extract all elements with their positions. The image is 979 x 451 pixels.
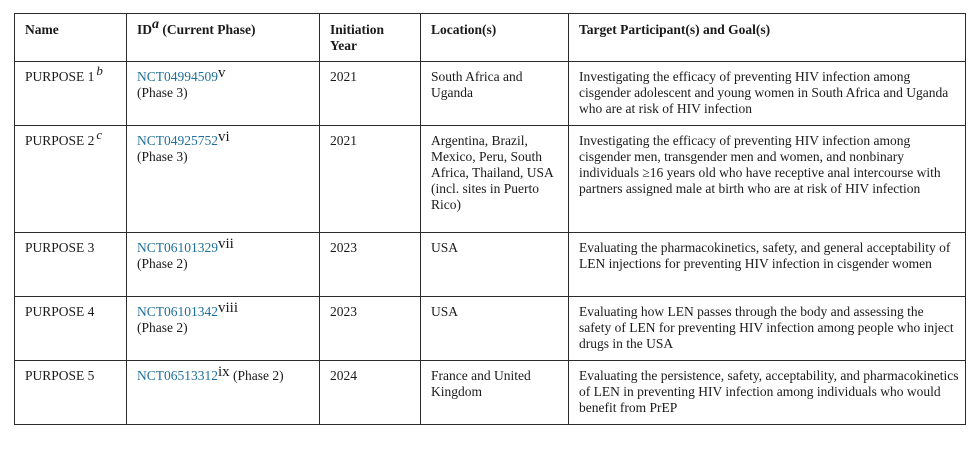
header-year-line2: Year [330,38,357,53]
reference-marker: vi [218,129,230,145]
trial-goal: Investigating the efficacy of preventing HIV infection among cisgender adolescent and young women in South Africa and Uganda who are at risk of HIV infection [579,69,949,116]
cell-id [127,62,320,126]
trial-location: South Africa and Uganda [431,69,523,100]
trial-name-footnote: c [96,127,103,142]
trial-name: PURPOSE 2 [25,133,95,148]
cell-name [15,361,127,425]
header-id [127,14,320,62]
cell-id [127,361,320,425]
table-header-row [15,14,966,62]
trial-phase: (Phase 3) [137,149,188,164]
initiation-year: 2023 [330,240,357,255]
cell-id [127,297,320,361]
trial-location: France and United Kingdom [431,368,531,399]
table-row [15,62,966,126]
nct-link[interactable]: NCT06101329 [137,240,218,255]
cell-name [15,297,127,361]
trial-goal: Investigating the efficacy of preventing HIV infection among cisgender men, transgender men and women, and nonbinary individuals ≥16 years old who have receptive anal intercourse with partners assigned male at birth who are at risk of HIV infection [579,133,941,196]
table-row [15,361,966,425]
header-target-label: Target Participant(s) and Goal(s) [579,22,771,37]
header-id-footnote: a [152,17,160,32]
reference-marker: viii [218,300,239,316]
cell-year [320,62,421,126]
trial-phase: (Phase 3) [137,85,188,100]
cell-goal [569,126,966,233]
cell-goal [569,62,966,126]
trial-phase: (Phase 2) [137,320,188,335]
cell-year [320,361,421,425]
trial-phase: (Phase 2) [233,368,284,383]
header-id-label: ID [137,22,153,37]
cell-location [421,62,569,126]
trial-location: Argentina, Brazil, Mexico, Peru, South Africa, Thailand, USA (incl. sites in Puerto Rico) [431,133,553,212]
trial-name-footnote: b [96,63,103,78]
header-id-phase-label: (Current Phase) [159,22,256,37]
table-row [15,233,966,297]
header-year [320,14,421,62]
nct-link[interactable]: NCT04994509 [137,69,218,84]
cell-location [421,126,569,233]
nct-link[interactable]: NCT06513312 [137,368,218,383]
trial-phase: (Phase 2) [137,256,188,271]
cell-goal [569,233,966,297]
trial-name: PURPOSE 4 [25,304,95,319]
trial-goal: Evaluating the pharmacokinetics, safety, and general acceptability of LEN injections for preventing HIV infection in cisgender women [579,240,951,271]
trials-table [14,13,966,425]
header-location-label: Location(s) [431,22,497,37]
trial-location: USA [431,240,459,255]
header-year-line1: Initiation [330,22,385,37]
table-row [15,297,966,361]
cell-year [320,233,421,297]
header-name-label: Name [25,22,59,37]
initiation-year: 2021 [330,133,357,148]
reference-marker: v [218,65,226,81]
nct-link[interactable]: NCT06101342 [137,304,218,319]
cell-location [421,297,569,361]
header-location [421,14,569,62]
cell-location [421,233,569,297]
cell-name [15,126,127,233]
reference-marker: ix [218,364,230,380]
trial-name: PURPOSE 5 [25,368,95,383]
trial-goal: Evaluating how LEN passes through the body and assessing the safety of LEN for preventing HIV infection among people who inject drugs in the USA [579,304,954,351]
cell-goal [569,297,966,361]
header-target [569,14,966,62]
cell-location [421,361,569,425]
cell-id [127,233,320,297]
initiation-year: 2023 [330,304,357,319]
trial-goal: Evaluating the persistence, safety, acceptability, and pharmacokinetics of LEN in preventing HIV infection among individuals who would benefit from PrEP [579,368,959,415]
nct-link[interactable]: NCT04925752 [137,133,218,148]
cell-year [320,297,421,361]
header-name [15,14,127,62]
table-row [15,126,966,233]
trial-name: PURPOSE 1 [25,69,95,84]
cell-name [15,233,127,297]
cell-year [320,126,421,233]
trial-location: USA [431,304,459,319]
initiation-year: 2021 [330,69,357,84]
cell-goal [569,361,966,425]
initiation-year: 2024 [330,368,357,383]
trial-name: PURPOSE 3 [25,240,95,255]
cell-name [15,62,127,126]
reference-marker: vii [218,236,234,252]
cell-id [127,126,320,233]
